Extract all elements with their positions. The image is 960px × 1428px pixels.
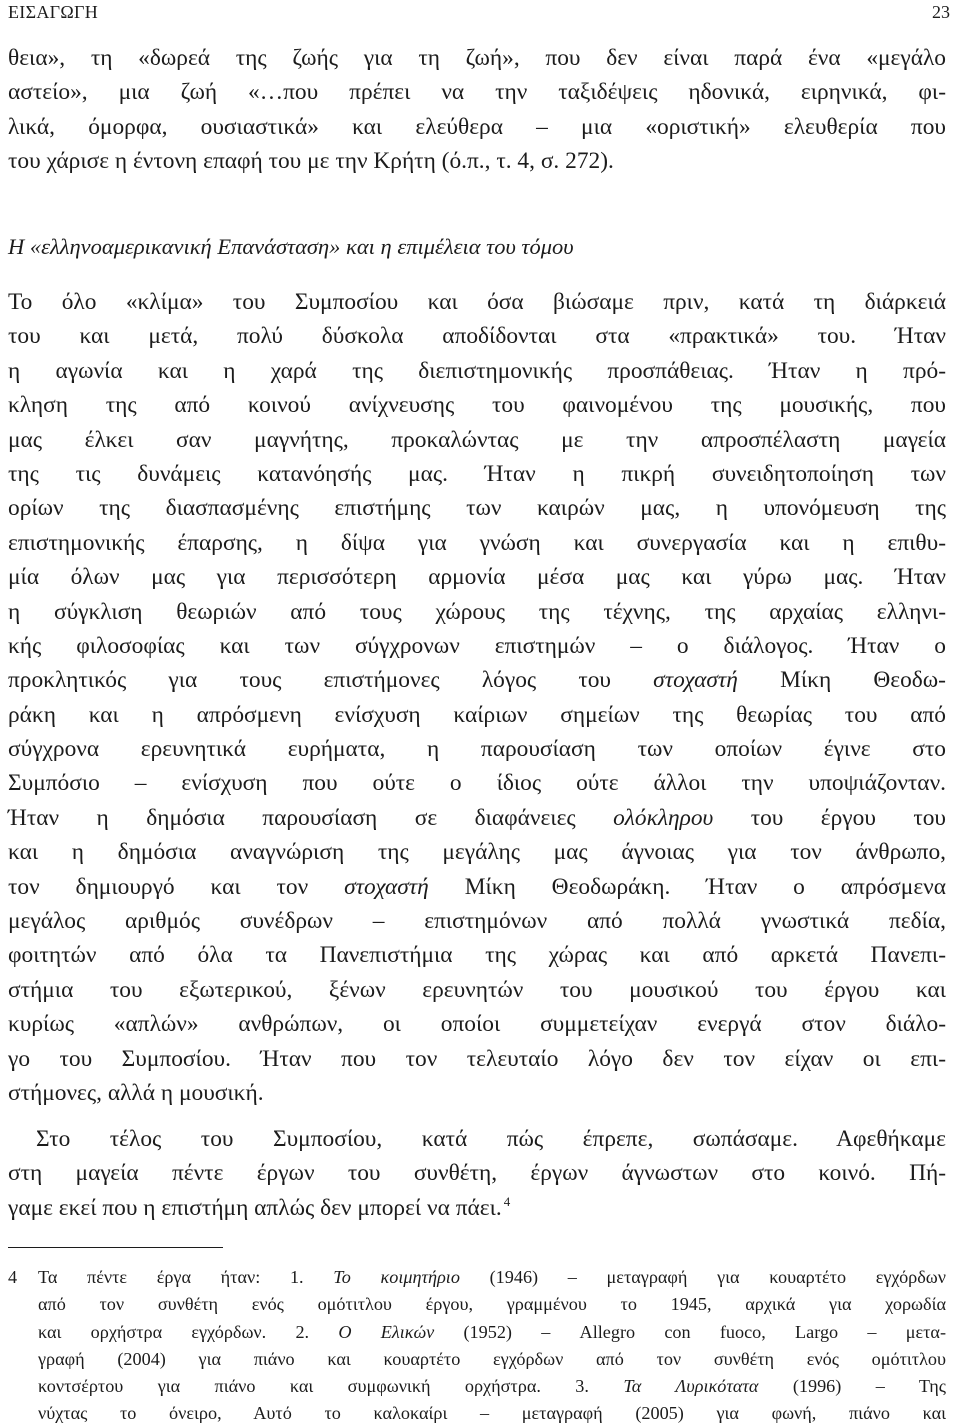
text-line: και η δημόσια αναγνώριση της μεγάλης μας άγνοιας για τον άνθρωπο, — [8, 839, 946, 866]
paragraph-closing — [8, 1122, 946, 1225]
text-line: κληση της από κοινού ανίχνευσης του φαινομένου της μουσικής, που — [8, 392, 946, 419]
text-run: του έργου του — [750, 804, 947, 831]
text-line: αστείο», μια ζωή «…που πρέπει να την ταξιδέψεις ηδονικά, ειρηνικά, φι- — [8, 79, 946, 106]
text-line: κυρίως «απλών» ανθρώπων, οι οποίοι συμμετείχαν ενεργά στον διάλο- — [8, 1011, 946, 1038]
text-line: ράκη και η απρόσμενη ενίσχυση καίριων σημείων της θεωρίας του από — [8, 701, 946, 728]
footnote-line — [8, 1373, 946, 1400]
text-line: του και μετά, πολύ δύσκολα αποδίδονται στα «πρακτικά» του. Ήταν — [8, 323, 946, 350]
italic-term: ολόκληρου — [613, 804, 714, 831]
text-run: Μίκη Θεοδω- — [780, 667, 946, 694]
page-number: 23 — [932, 2, 950, 22]
text-run: Μίκη Θεοδωράκη. Ήταν ο απρόσμενα — [464, 873, 946, 900]
footnote-line: νύχτας το όνειρο, Αυτό το καλοκαίρι – μεταγραφή (2005) για φωνή, πιάνο και — [38, 1403, 946, 1424]
text-line: του χάρισε η έντονη επαφή του με την Κρήτη (ό.π., τ. 4, σ. 272). — [8, 148, 614, 175]
work-title: Τα Λυρικότατα — [623, 1376, 759, 1397]
text-line: της τις δυνάμεις κατανόησής μας. Ήταν η πικρή συνειδητοποίηση των — [8, 460, 946, 487]
paragraph-continued — [8, 41, 946, 179]
text-line: γο του Συμποσίου. Ήταν που τον τελευταίο λόγο δεν τον είχαν οι επι- — [8, 1045, 946, 1072]
italic-term: στοχαστή — [344, 873, 429, 900]
paragraph-main — [8, 285, 946, 1110]
text-line: Συμπόσιο – ενίσχυση που ούτε ο ίδιος ούτε άλλοι την υποψιάζονταν. — [8, 770, 946, 797]
text-run: τον δημιουργό και τον — [8, 873, 309, 900]
text-line: μεγάλος αριθμός συνέδρων – επιστημόνων από πολλά γνωστικά πεδία, — [8, 908, 946, 935]
text-line: στη μαγεία πέντε έργων του συνθέτη, έργων άγνωστων στο κοινό. Πή- — [8, 1160, 946, 1187]
work-title: Ο Ελικών — [338, 1321, 435, 1342]
text-line: η αγωνία και η χαρά της διεπιστημονικής προσπάθειας. Ήταν η πρό- — [8, 357, 946, 384]
footnote-line — [8, 1319, 946, 1346]
footnote-line — [8, 1264, 946, 1291]
text-line: στήμονες, αλλά η μουσική. — [8, 1079, 264, 1106]
footnote — [8, 1264, 946, 1428]
text-run: (1996) – Της — [792, 1376, 947, 1397]
text-line: Στο τέλος του Συμποσίου, κατά πώς έπρεπε, σωπάσαμε. Αφεθήκαμε — [36, 1126, 946, 1152]
text-run: κοντσέρτου για πιάνο και συμφωνική ορχήστρα. 3. — [38, 1376, 589, 1397]
text-line: μας έλκει σαν μαγνήτης, προκαλώντας με την απροσπέλαστη μαγεία — [8, 426, 946, 453]
section-heading: Η «ελληνοαμερικανική Επανάσταση» και η επιμέλεια του τόμου — [8, 234, 574, 259]
text-line: κής φιλοσοφίας και των σύγχρονων επιστημών – ο διάλογος. Ήταν ο — [8, 632, 946, 659]
footnote-line: γραφή (2004) για πιάνο και κουαρτέτο εγχόρδων από τον συνθέτη ενός ομότιτλου — [38, 1348, 946, 1369]
text-run: (1946) – μεταγραφή για κουαρτέτο εγχόρδων — [489, 1267, 946, 1287]
text-line: σύγχρονα ερευνητικά ευρήματα, η παρουσίαση των οποίων έγινε στο — [8, 736, 946, 763]
footnote-number: 4 — [8, 1267, 18, 1287]
text-line: φοιτητών από όλα τα Πανεπιστήμια της χώρας και από αρκετά Πανεπι- — [8, 942, 946, 969]
text-run: προκλητικός για τους επιστήμονες λόγος του — [8, 667, 611, 694]
text-line — [8, 1191, 946, 1225]
running-head: ΕΙΣΑΓΩΓΗ — [8, 2, 99, 22]
text-line — [8, 870, 946, 904]
text-line: θεια», τη «δωρεά της ζωής για τη ζωή», που δεν είναι παρά ένα «μεγάλο — [8, 45, 946, 71]
text-line: μία όλων μας για περισσότερη αρμονία μέσα μας και γύρω μας. Ήταν — [8, 564, 946, 591]
text-line: η σύγκλιση θεωριών από τους χώρους της τέχνης, της αρχαίας ελληνι- — [8, 598, 946, 625]
text-line: λικά, όμορφα, ουσιαστικά» και ελεύθερα – μια «οριστική» ελευθερία που — [8, 113, 946, 140]
italic-term: στοχαστή — [653, 667, 738, 694]
text-line: επιστημονικής έπαρσης, η δίψα για γνώση και συνεργασία και η επιθυ- — [8, 529, 946, 556]
text-line — [8, 663, 946, 697]
text-run: (1952) – Allegro con fuoco, Largo – μετα- — [463, 1321, 947, 1342]
text-line: στήμια του εξωτερικού, ξένων ερευνητών του μουσικού του έργου και — [8, 976, 946, 1003]
text-line: ορίων της διασπασμένης επιστήμης των καιρών μας, η υπονόμευση της — [8, 495, 946, 522]
footnote-line: από τον συνθέτη ενός ομότιτλου έργου, γραμμένου το 1945, αρχικά για χορωδία — [38, 1294, 946, 1315]
text-line: Το όλο «κλίμα» του Συμποσίου και όσα βιώσαμε πριν, κατά τη διάρκειά — [8, 289, 946, 315]
work-title: Το κοιμητήριο — [333, 1267, 460, 1287]
text-run: και ορχήστρα εγχόρδων. 2. — [38, 1321, 310, 1342]
text-run: Ήταν η δημόσια παρουσίαση σε διαφάνειες — [8, 804, 576, 831]
text-line — [8, 801, 946, 835]
footnote-rule — [8, 1247, 223, 1248]
text-run: γαμε εκεί που η επιστήμη απλώς δεν μπορεί να πάει. — [8, 1194, 502, 1221]
text-run: Τα πέντε έργα ήταν: 1. — [38, 1267, 304, 1287]
footnote-reference[interactable]: 4 — [503, 1193, 511, 1209]
